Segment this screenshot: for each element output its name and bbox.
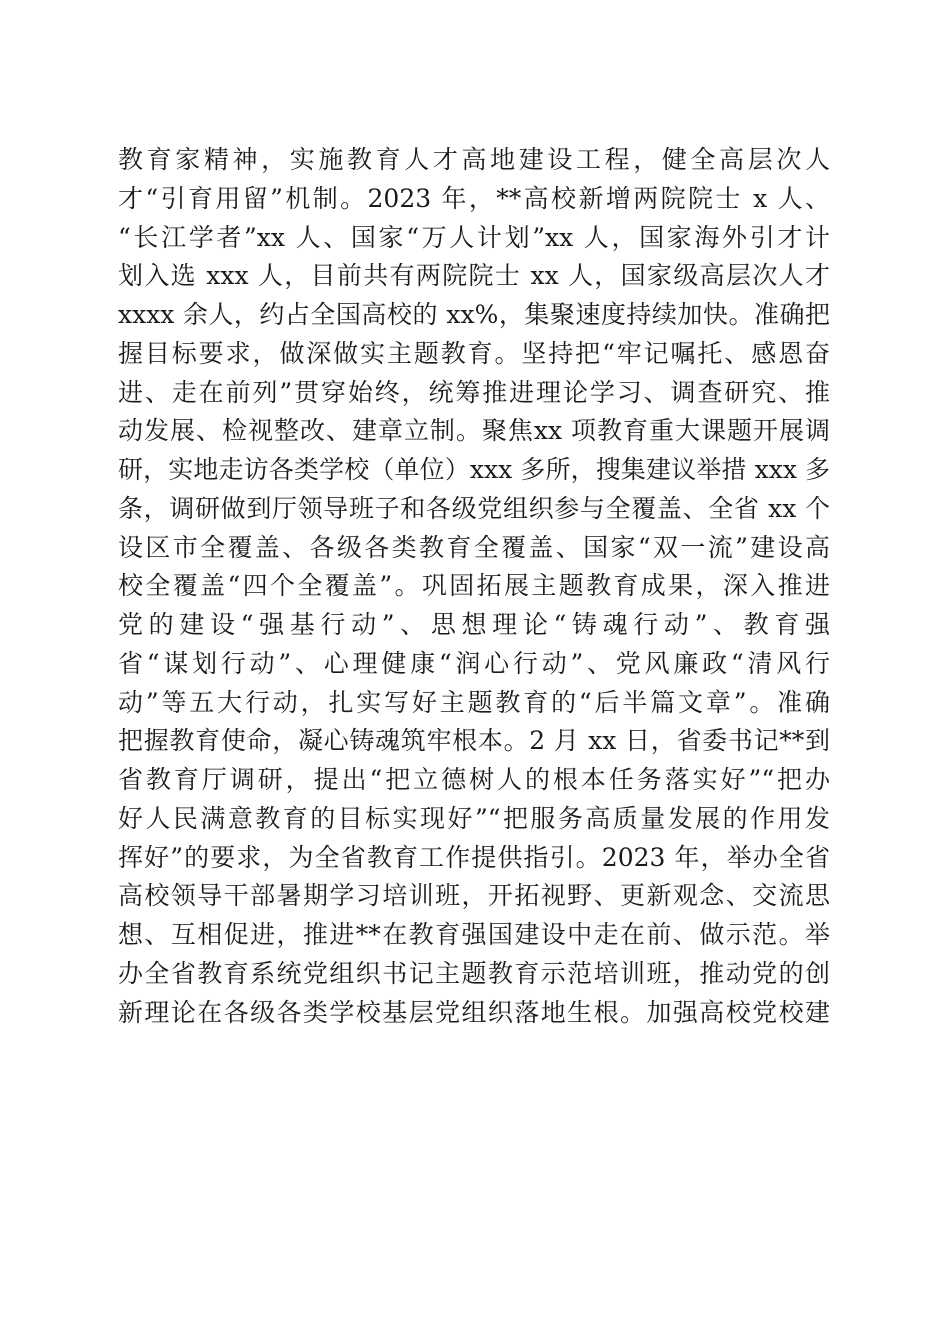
text-line: 新理论在各级各类学校基层党组织落地生根。加强高校党校建 (118, 997, 830, 1027)
text-line: 才“引育用留”机制。2023 年，**高校新增两院院士 x 人、 (118, 183, 830, 213)
text-line: 划入选 xxx 人，目前共有两院院士 xx 人，国家级高层次人才 (118, 261, 830, 291)
text-line: 教育家精神，实施教育人才高地建设工程，健全高层次人 (118, 145, 830, 174)
text-line: 省“谋划行动”、心理健康“润心行动”、党风廉政“清风行 (118, 648, 830, 678)
text-line: 办全省教育系统党组织书记主题教育示范培训班，推动党的创 (118, 958, 830, 988)
text-line: 好人民满意教育的目标实现好”“把服务高质量发展的作用发 (118, 803, 830, 833)
text-line: 动发展、检视整改、建章立制。聚焦xx 项教育重大课题开展调 (118, 416, 830, 446)
text-line: 高校领导干部暑期学习培训班，开拓视野、更新观念、交流思 (118, 881, 830, 911)
text-line: 握目标要求，做深做实主题教育。坚持把“牢记嘱托、感恩奋 (118, 338, 830, 368)
body-paragraph (118, 141, 830, 1032)
text-line: 设区市全覆盖、各级各类教育全覆盖、国家“双一流”建设高 (118, 532, 830, 562)
text-line: 挥好”的要求，为全省教育工作提供指引。2023 年，举办全省 (118, 842, 830, 872)
text-line: 进、走在前列”贯穿始终，统筹推进理论学习、调查研究、推 (118, 377, 830, 407)
text-line: 党的建设“强基行动”、思想理论“铸魂行动”、教育强 (118, 610, 830, 639)
text-line: xxxx 余人，约占全国高校的 xx%，集聚速度持续加快。准确把 (118, 300, 830, 329)
text-line: “长江学者”xx 人、国家“万人计划”xx 人，国家海外引才计 (118, 222, 830, 252)
text-line: 省教育厅调研，提出“把立德树人的根本任务落实好”“把办 (118, 765, 830, 794)
text-line: 想、互相促进，推进**在教育强国建设中走在前、做示范。举 (118, 920, 830, 949)
text-line: 动”等五大行动，扎实写好主题教育的“后半篇文章”。准确 (118, 687, 830, 717)
text-line: 校全覆盖“四个全覆盖”。巩固拓展主题教育成果，深入推进 (118, 571, 830, 601)
text-line: 条，调研做到厅领导班子和各级党组织参与全覆盖、全省 xx 个 (118, 493, 830, 523)
text-line: 研，实地走访各类学校（单位）xxx 多所，搜集建议举措 xxx 多 (118, 455, 830, 484)
text-line: 把握教育使命，凝心铸魂筑牢根本。2 月 xx 日，省委书记**到 (118, 726, 830, 756)
